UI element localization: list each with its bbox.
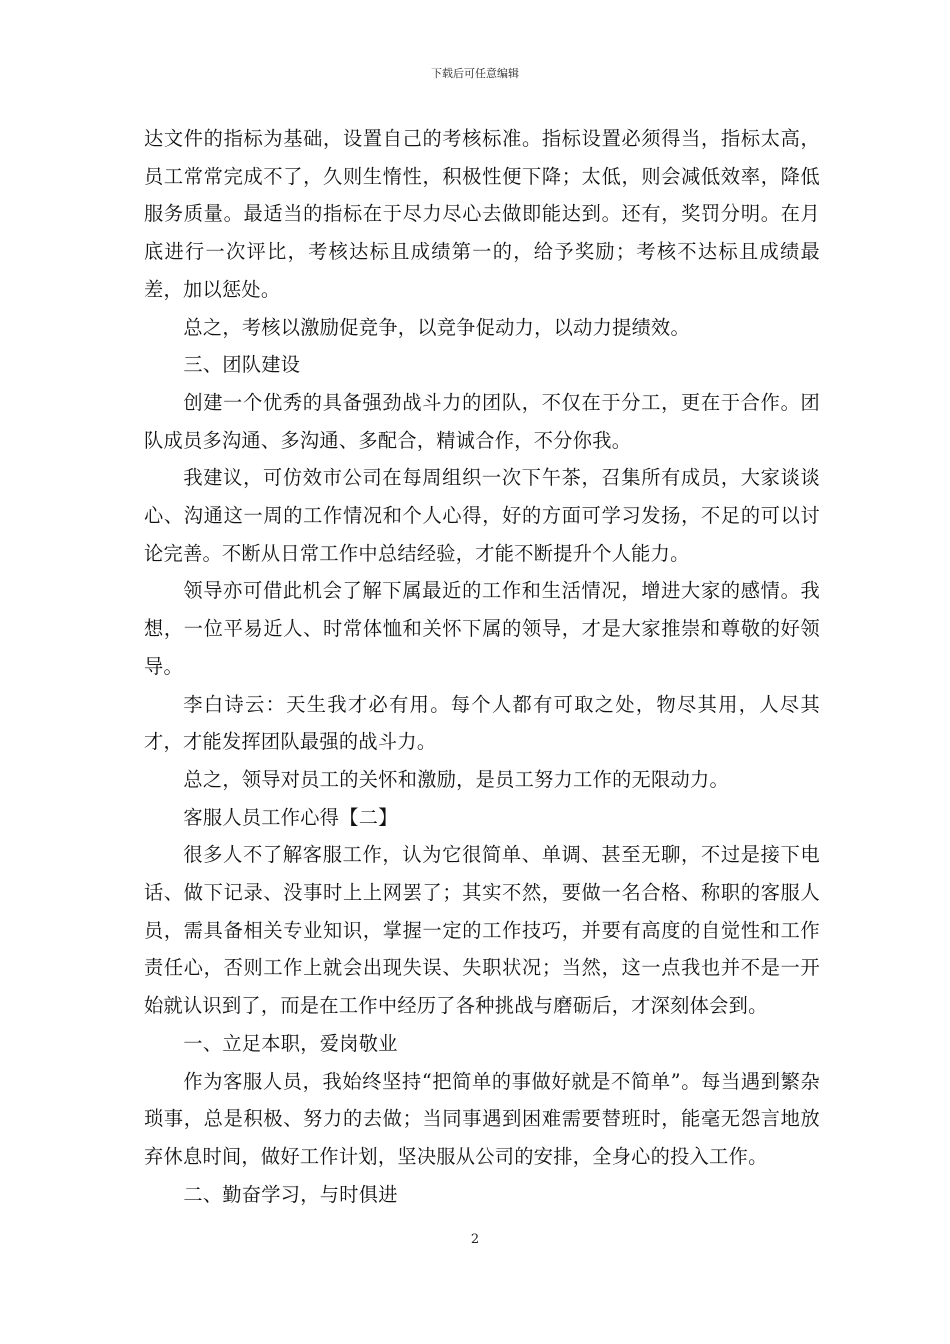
paragraph: 总之，领导对员工的关怀和激励，是员工努力工作的无限动力。 [183, 767, 730, 791]
paragraph: 总之，考核以激励促竞争，以竞争促动力，以动力提绩效。 [183, 315, 691, 339]
paragraph: 我建议，可仿效市公司在每周组织一次下午茶，召集所有成员，大家谈谈心、沟通这一周的工作情况和个人心得，好的方面可学习发扬，不足的可以讨论完善。不断从日常工作中总结经验，才能不断提升个人能力。 [144, 466, 820, 565]
paragraph: 领导亦可借此机会了解下属最近的工作和生活情况，增进大家的感情。我想，一位平易近人、时常体恤和关怀下属的领导，才是大家推崇和尊敬的好领导。 [144, 579, 820, 678]
document-body [144, 120, 820, 1213]
paragraph: 很多人不了解客服工作，认为它很简单、单调、甚至无聊，不过是接下电话、做下记录、没事时上上网罢了；其实不然，要做一名合格、称职的客服人员，需具备相关专业知识，掌握一定的工作技巧，并要有高度的自觉性和工作责任心，否则工作上就会出现失误、失职状况；当然，这一点我也并不是一开始就认识到了，而是在工作中经历了各种挑战与磨砺后，才深刻体会到。 [144, 843, 820, 1018]
article-subtitle: 客服人员工作心得【二】 [183, 805, 398, 829]
paragraph: 创建一个优秀的具备强劲战斗力的团队，不仅在于分工，更在于合作。团队成员多沟通、多沟通、多配合，精诚合作，不分你我。 [144, 390, 820, 452]
section-heading: 三、团队建设 [183, 353, 301, 377]
section-heading: 二、勤奋学习，与时俱进 [183, 1182, 398, 1206]
paragraph: 作为客服人员，我始终坚持“把简单的事做好就是不简单”。每当遇到繁杂琐事，总是积极、努力的去做；当同事遇到困难需要替班时，能毫无怨言地放弃休息时间，做好工作计划，坚决服从公司的安排，全身心的投入工作。 [144, 1069, 820, 1168]
paragraph: 李白诗云：天生我才必有用。每个人都有可取之处，物尽其用，人尽其才，才能发挥团队最强的战斗力。 [144, 692, 820, 754]
paragraph-continuation: 达文件的指标为基础，设置自己的考核标准。指标设置必须得当，指标太高，员工常常完成不了，久则生惰性，积极性便下降；太低，则会减低效率，降低服务质量。最适当的指标在于尽力尽心去做即能达到。还有，奖罚分明。在月底进行一次评比，考核达标且成绩第一的，给予奖励；考核不达标且成绩最差，加以惩处。 [144, 127, 820, 301]
page-header: 下载后可任意编辑 [431, 67, 519, 80]
section-heading: 一、立足本职，爱岗敬业 [183, 1031, 398, 1055]
page-number: 2 [470, 1232, 480, 1247]
